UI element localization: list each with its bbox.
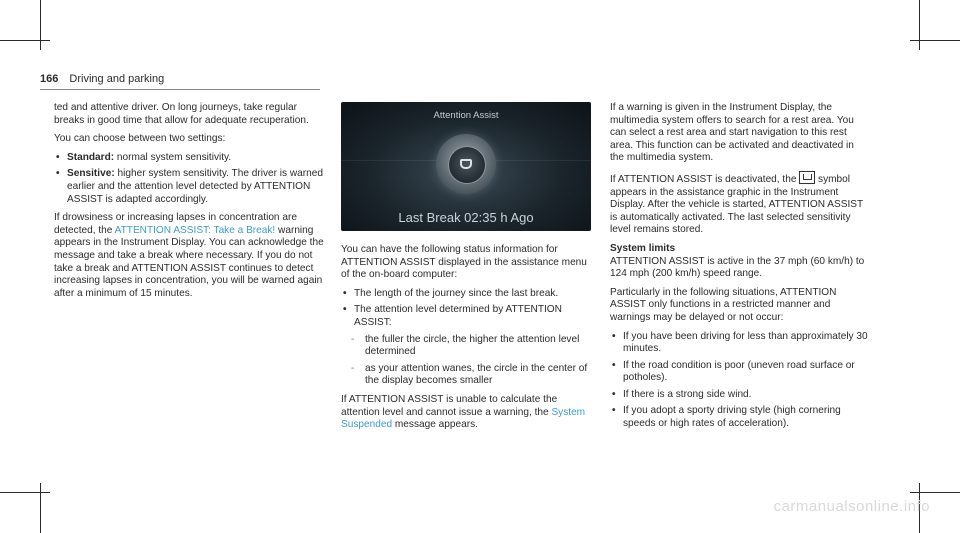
column-3	[610, 102, 870, 437]
crop-mark	[40, 483, 41, 533]
crop-mark	[910, 40, 960, 41]
limits-list	[610, 331, 870, 431]
description: higher system sensitivity. The driver is warned earlier and the attention level detected by ATTENTION ASSIST is adapted accordingly.	[67, 168, 323, 205]
term: Standard:	[67, 151, 115, 163]
settings-list	[54, 152, 326, 206]
crop-mark	[0, 40, 50, 41]
paragraph: You can choose between two settings:	[54, 133, 226, 145]
display-message: System Suspended	[341, 406, 586, 431]
section-heading: System limits	[610, 242, 676, 254]
term: Sensitive:	[67, 168, 115, 180]
text: If ATTENTION ASSIST is unable to calculate the attention level and cannot issue a warning, the	[341, 393, 558, 418]
paragraph: ted and attentive driver. On long journeys, take regular breaks in good time that allow for adequate recuperation.	[54, 102, 309, 126]
list-item: • If you adopt a sporty driving style (high cornering speeds or high rates of acceleration).	[610, 405, 870, 430]
crop-mark	[40, 0, 41, 50]
attention-circle	[436, 134, 496, 194]
text: symbol appears in the assistance graphic in the Instrument Display. After the vehicle is started, ATTENTION ASSIST is automatically activated. The last selected sensitivity level remains stored.	[610, 173, 863, 236]
paragraph	[54, 212, 326, 300]
list-item: • If the road condition is poor (uneven road surface or potholes).	[610, 360, 870, 385]
crop-mark	[0, 492, 50, 493]
attention-circle-core	[448, 146, 486, 184]
paragraph: You can have the following status information for ATTENTION ASSIST displayed in the assistance menu of the on-board computer:	[341, 244, 587, 281]
text: If ATTENTION ASSIST is deactivated, the	[610, 173, 800, 185]
sub-list-item: - the fuller the circle, the higher the attention level determined	[341, 334, 593, 359]
screen-title: Attention Assist	[433, 110, 499, 121]
text: warning appears in the Instrument Display. You can acknowledge the message and take a break where necessary. If you do not take a break and ATTENTION ASSIST continues to detect increasing lapses in concentration, you will be warned again after a minimum of 15 minutes.	[54, 224, 324, 299]
display-message: ATTENTION ASSIST: Take a Break!	[114, 224, 276, 236]
section-title: Driving and parking	[69, 73, 165, 85]
column-1	[54, 102, 326, 306]
paragraph: Particularly in the following situations, ATTENTION ASSIST only functions in a restricted manner and warnings may be delayed or not occur:	[610, 286, 837, 323]
crop-mark	[919, 0, 920, 50]
sub-list-item: - as your attention wanes, the circle in the center of the display becomes smaller	[341, 363, 593, 388]
text: message appears.	[392, 419, 478, 431]
header-divider	[40, 89, 320, 90]
text: The attention level determined by ATTENTION ASSIST:	[354, 304, 562, 328]
page-header	[40, 73, 164, 85]
page-number: 166	[40, 73, 59, 85]
paragraph	[610, 171, 870, 237]
list-item: • The length of the journey since the last break.	[341, 288, 593, 301]
list-item	[341, 304, 593, 388]
paragraph: ATTENTION ASSIST is active in the 37 mph (60 km/h) to 124 mph (200 km/h) speed range.	[610, 255, 865, 280]
watermark: carmanualsonline.info	[773, 498, 930, 515]
sub-list	[354, 334, 593, 388]
coffee-cup-icon	[460, 159, 472, 169]
list-item: • If you have been driving for less than approximately 30 minutes.	[610, 331, 870, 356]
list-item: • If there is a strong side wind.	[610, 389, 870, 402]
status-list	[341, 288, 593, 388]
last-break-text: Last Break 02:35 h Ago	[398, 210, 534, 225]
paragraph	[341, 394, 593, 432]
column-2	[341, 244, 593, 438]
list-item	[54, 168, 326, 206]
list-item	[54, 152, 326, 165]
instrument-display-image	[341, 102, 591, 231]
description: normal system sensitivity.	[114, 151, 232, 163]
crop-mark	[910, 492, 960, 493]
coffee-cup-off-icon	[799, 171, 815, 184]
paragraph: If a warning is given in the Instrument Display, the multimedia system offers to search for a rest area. You can select a rest area and start navigation to this rest area. This function can be activated and deactivated in the multimedia system.	[610, 102, 854, 164]
text: If drowsiness or increasing lapses in concentration are detected, the	[54, 212, 297, 236]
